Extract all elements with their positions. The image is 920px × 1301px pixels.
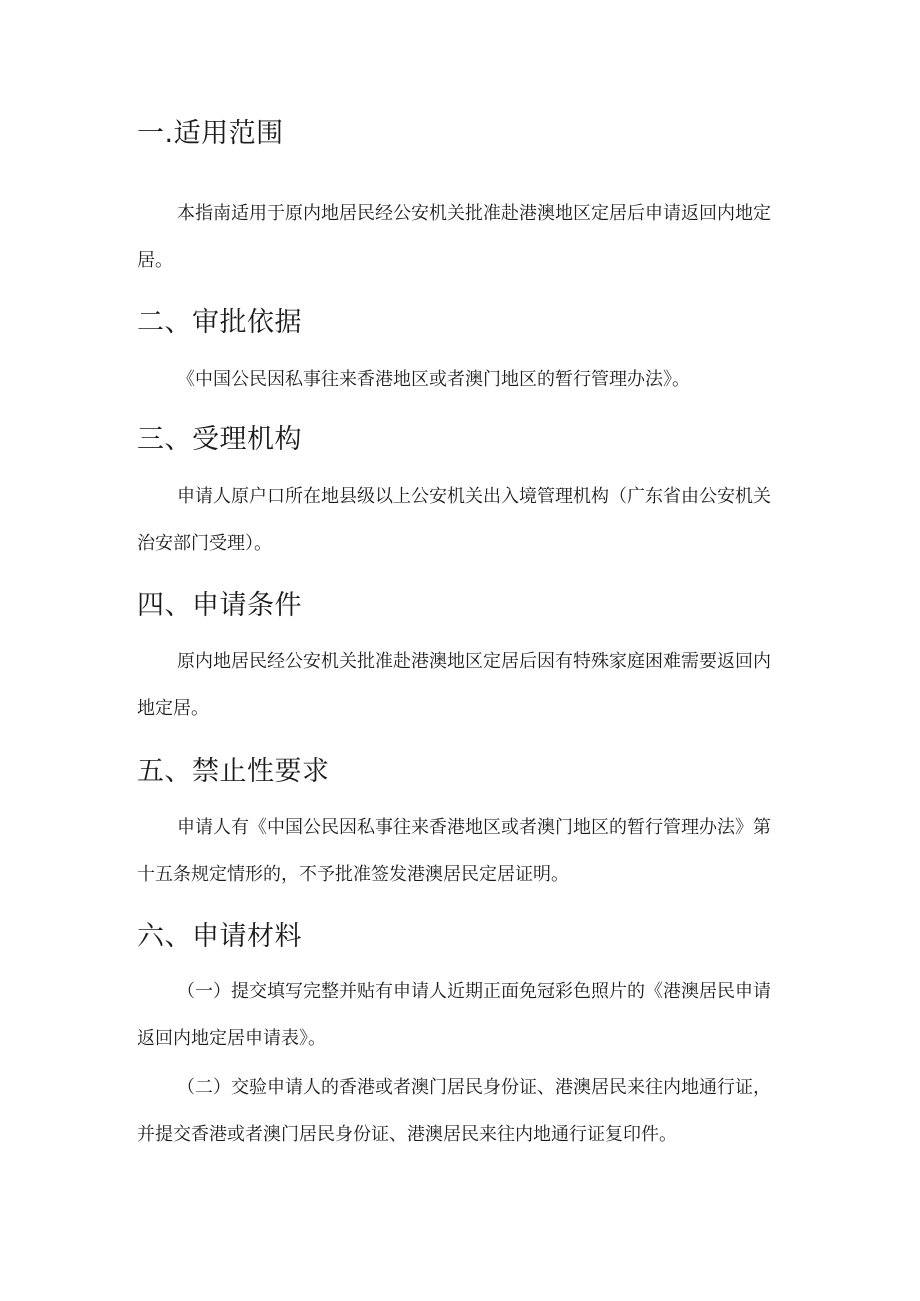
- section-heading-materials: 六、申请材料: [137, 921, 302, 952]
- section-heading-agency: 三、受理机构: [137, 424, 302, 455]
- section-paragraph-basis: 《中国公民因私事往来香港地区或者澳门地区的暂行管理办法》。: [177, 369, 690, 390]
- section-paragraph-prohibitions: 申请人有《中国公民因私事往来香港地区或者澳门地区的暂行管理办法》第十五条规定情形的，不予批准签发港澳居民定居证明。: [137, 817, 771, 885]
- section-heading-basis: 二、审批依据: [137, 307, 302, 338]
- section-paragraph-materials-1: （一）提交填写完整并贴有申请人近期正面免冠彩色照片的《港澳居民申请返回内地定居申请表》。: [137, 981, 771, 1049]
- section-heading-scope: 一.适用范围: [137, 118, 284, 149]
- section-heading-conditions: 四、申请条件: [137, 590, 302, 621]
- section-paragraph-conditions: 原内地居民经公安机关批准赴港澳地区定居后因有特殊家庭困难需要返回内地定居。: [137, 651, 771, 719]
- section-paragraph-agency: 申请人原户口所在地县级以上公安机关出入境管理机构（广东省由公安机关治安部门受理）。: [137, 486, 771, 554]
- section-paragraph-scope: 本指南适用于原内地居民经公安机关批准赴港澳地区定居后申请返回内地定居。: [137, 203, 771, 271]
- section-paragraph-materials-2: （二）交验申请人的香港或者澳门居民身份证、港澳居民来往内地通行证，并提交香港或者澳门居民身份证、港澳居民来往内地通行证复印件。: [137, 1077, 771, 1145]
- section-heading-prohibitions: 五、禁止性要求: [137, 756, 330, 787]
